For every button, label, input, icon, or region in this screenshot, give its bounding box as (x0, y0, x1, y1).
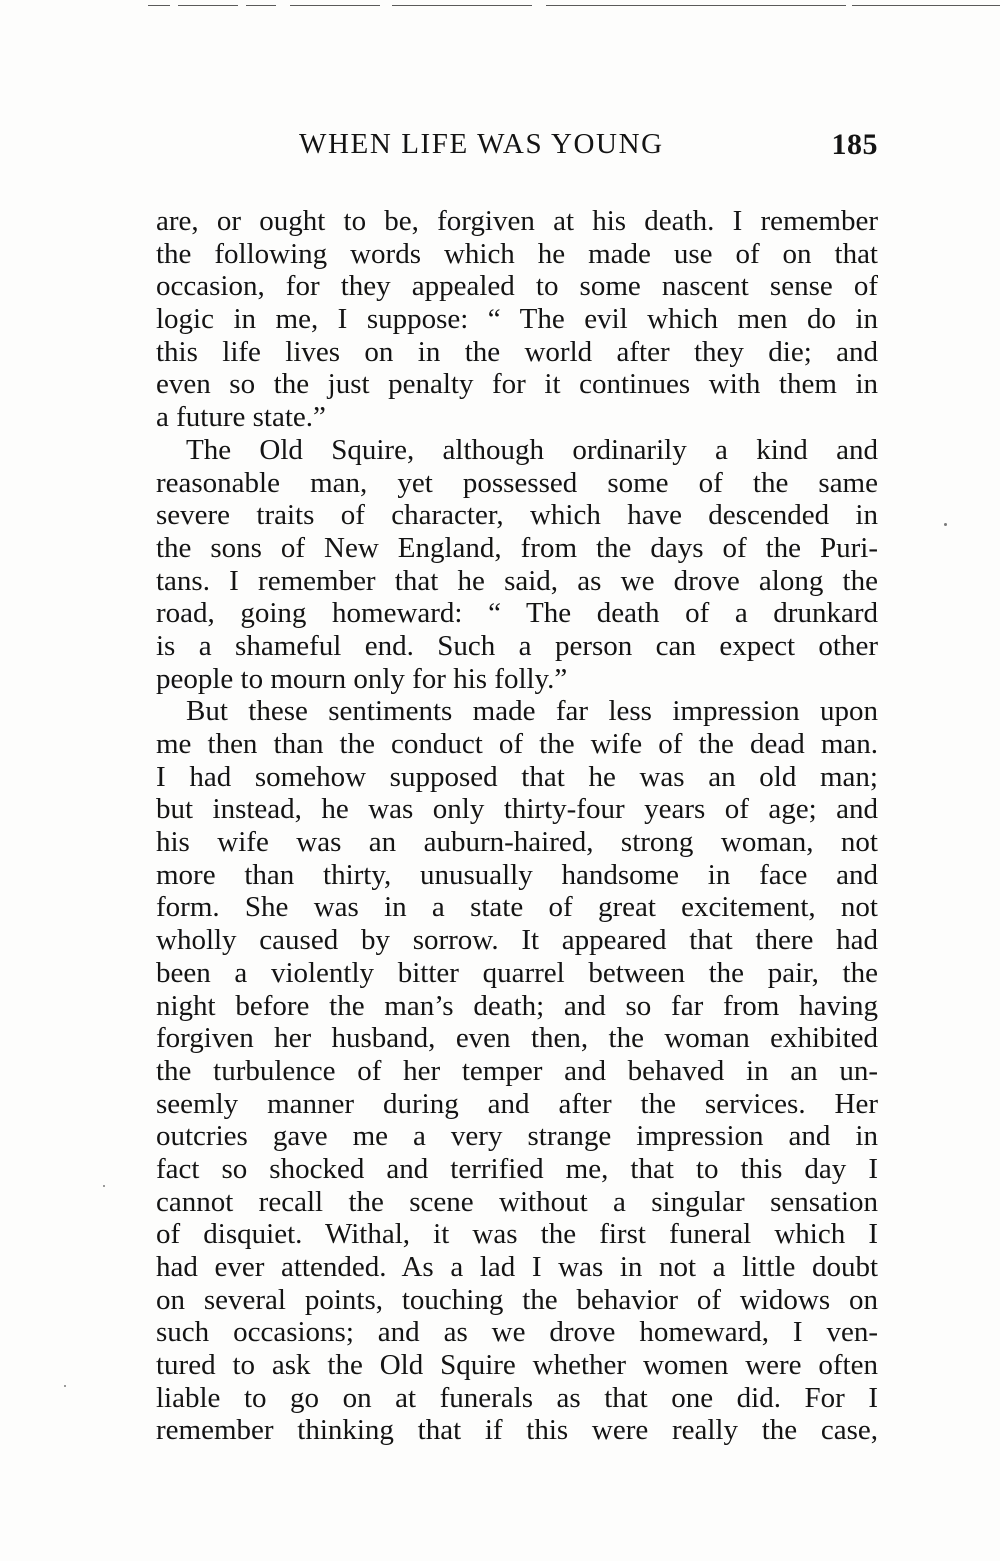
text-line: reasonable man, yet possessed some of the same (156, 466, 878, 499)
text-line: night before the man’s death; and so far from having (156, 989, 878, 1022)
text-line: of disquiet. Withal, it was the first funeral which I (156, 1218, 878, 1251)
text-line: I had somehow supposed that he was an old man; (156, 760, 878, 793)
text-line: a future state.” (156, 401, 326, 434)
text-line: forgiven her husband, even then, the woman exhibited (156, 1022, 878, 1055)
text-line: remember thinking that if this were really the case, (156, 1414, 878, 1447)
text-line: the turbulence of her temper and behaved in an un- (156, 1054, 878, 1087)
text-line: people to mourn only for his folly.” (156, 662, 568, 695)
text-line: on several points, touching the behavior of widows on (156, 1283, 878, 1316)
text-line: me then than the conduct of the wife of the dead man. (156, 728, 878, 760)
text-line: outcries gave me a very strange impression and in (156, 1120, 878, 1153)
text-line: had ever attended. As a lad I was in not a little doubt (156, 1251, 878, 1283)
text-line: this life lives on in the world after they die; and (156, 335, 878, 368)
text-line: been a violently bitter quarrel between the pair, the (156, 956, 878, 989)
text-line: road, going homeward: “ The death of a drunkard (156, 597, 878, 630)
text-line: the following words which he made use of on that (156, 237, 878, 270)
text-line: his wife was an auburn-haired, strong woman, not (156, 826, 878, 859)
scan-edge-marks (0, 0, 1000, 12)
text-line: severe traits of character, which have descended in (156, 499, 878, 532)
text-line: even so the just penalty for it continues with them in (156, 368, 878, 401)
scan-speck (944, 523, 947, 526)
text-line: fact so shocked and terrified me, that to this day I (156, 1152, 878, 1185)
text-line: seemly manner during and after the services. Her (156, 1087, 878, 1120)
text-line: logic in me, I suppose: “ The evil which men do in (156, 303, 878, 336)
text-line: liable to go on at funerals as that one did. For I (156, 1381, 878, 1414)
text-line: tans. I remember that he said, as we drove along the (156, 564, 878, 597)
text-line: more than thirty, unusually handsome in face and (156, 858, 878, 891)
text-line: cannot recall the scene without a singular sensation (156, 1185, 878, 1218)
body-text (156, 205, 878, 1447)
scan-speck (64, 1385, 66, 1387)
running-head-title: WHEN LIFE WAS YOUNG (299, 128, 664, 160)
text-line: the sons of New England, from the days of the Puri- (156, 531, 878, 564)
text-line: but instead, he was only thirty-four years of age; and (156, 793, 878, 826)
scan-speck (103, 1185, 105, 1187)
text-line: are, or ought to be, forgiven at his death. I remember (156, 205, 878, 237)
running-head (156, 128, 878, 172)
text-line: tured to ask the Old Squire whether women were often (156, 1349, 878, 1382)
text-line: is a shameful end. Such a person can expect other (156, 629, 878, 662)
text-line: But these sentiments made far less impression upon (186, 695, 878, 728)
text-line: wholly caused by sorrow. It appeared that there had (156, 924, 878, 957)
text-line: The Old Squire, although ordinarily a kind and (186, 433, 878, 466)
text-line: form. She was in a state of great excitement, not (156, 891, 878, 924)
text-line: such occasions; and as we drove homeward, I ven- (156, 1316, 878, 1349)
page-number: 185 (831, 128, 878, 161)
text-line: occasion, for they appealed to some nascent sense of (156, 270, 878, 303)
